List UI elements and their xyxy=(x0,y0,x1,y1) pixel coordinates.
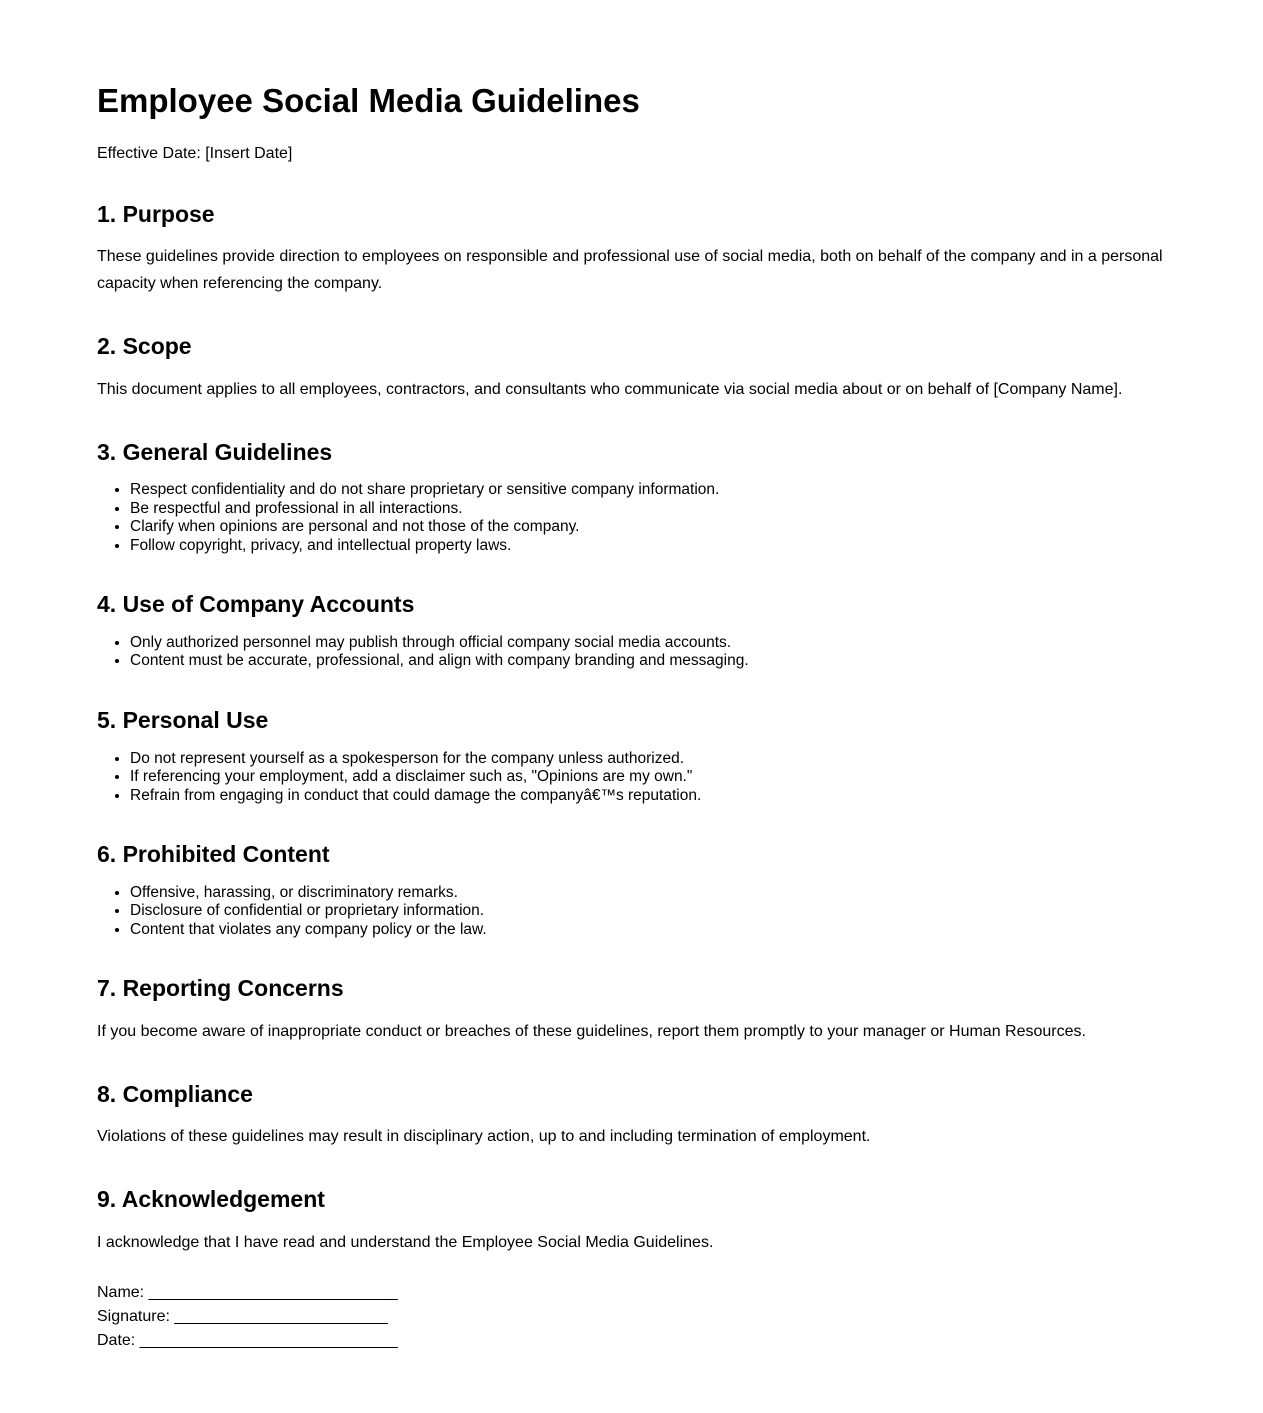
bullet-item: • Content that violates any company policy or the law. xyxy=(130,921,1164,940)
signature-block xyxy=(97,1281,1164,1353)
bullet-item: • Follow copyright, privacy, and intellectual property laws. xyxy=(130,537,1164,556)
section-heading-reporting-concerns: 7. Reporting Concerns xyxy=(97,975,344,1002)
section-paragraph-purpose: These guidelines provide direction to employees on responsible and professional use of social media, both on behalf of the company and in a personal capacity when referencing the company. xyxy=(97,248,1163,293)
section-prohibited-content xyxy=(97,841,1164,939)
section-paragraph-scope: This document applies to all employees, contractors, and consultants who communicate via social media about or on behalf of [Company Name]. xyxy=(97,380,1123,398)
section-heading-general-guidelines: 3. General Guidelines xyxy=(97,438,333,465)
section-compliance xyxy=(97,1081,1164,1151)
section-heading-company-accounts: 4. Use of Company Accounts xyxy=(97,591,415,618)
document-title: Employee Social Media Guidelines xyxy=(97,82,640,119)
section-heading-compliance: 8. Compliance xyxy=(97,1080,253,1107)
section-personal-use xyxy=(97,707,1164,805)
bullet-item: • Respect confidentiality and do not share proprietary or sensitive company information. xyxy=(130,481,1164,500)
signature-line-signature: Signature: ________________________ xyxy=(97,1307,388,1325)
bullet-list-general-guidelines xyxy=(97,481,1164,555)
section-acknowledgement xyxy=(97,1186,1164,1353)
section-paragraph-acknowledgement: I acknowledge that I have read and understand the Employee Social Media Guidelines. xyxy=(97,1233,714,1251)
section-paragraph-reporting-concerns: If you become aware of inappropriate conduct or breaches of these guidelines, report them promptly to your manager or Human Resources. xyxy=(97,1022,1086,1040)
signature-line-name: Name: ____________________________ xyxy=(97,1283,398,1301)
bullet-list-personal-use xyxy=(97,750,1164,806)
signature-line-date: Date: _____________________________ xyxy=(97,1331,398,1349)
section-paragraph-compliance: Violations of these guidelines may result in disciplinary action, up to and including termination of employment. xyxy=(97,1128,871,1146)
bullet-item: • Offensive, harassing, or discriminatory remarks. xyxy=(130,884,1164,903)
section-scope xyxy=(97,333,1164,403)
bullet-item: • Disclosure of confidential or proprietary information. xyxy=(130,902,1164,921)
bullet-item: • Be respectful and professional in all interactions. xyxy=(130,500,1164,519)
section-purpose xyxy=(97,201,1164,298)
bullet-list-company-accounts xyxy=(97,634,1164,671)
bullet-item: • Clarify when opinions are personal and not those of the company. xyxy=(130,518,1164,537)
effective-date: Effective Date: [Insert Date] xyxy=(97,144,293,162)
section-reporting-concerns xyxy=(97,975,1164,1045)
section-heading-personal-use: 5. Personal Use xyxy=(97,706,269,733)
section-heading-purpose: 1. Purpose xyxy=(97,200,215,227)
bullet-item: • Do not represent yourself as a spokesperson for the company unless authorized. xyxy=(130,750,1164,769)
bullet-item: • If referencing your employment, add a disclaimer such as, "Opinions are my own." xyxy=(130,768,1164,787)
bullet-item: • Only authorized personnel may publish through official company social media accounts. xyxy=(130,634,1164,653)
section-company-accounts xyxy=(97,591,1164,671)
section-heading-scope: 2. Scope xyxy=(97,333,192,360)
section-heading-prohibited-content: 6. Prohibited Content xyxy=(97,841,330,868)
bullet-item: • Content must be accurate, professional, and align with company branding and messaging. xyxy=(130,652,1164,671)
section-heading-acknowledgement: 9. Acknowledgement xyxy=(97,1186,325,1213)
bullet-list-prohibited-content xyxy=(97,884,1164,940)
bullet-item: • Refrain from engaging in conduct that could damage the companyâ€™s reputation. xyxy=(130,787,1164,806)
section-general-guidelines xyxy=(97,439,1164,556)
